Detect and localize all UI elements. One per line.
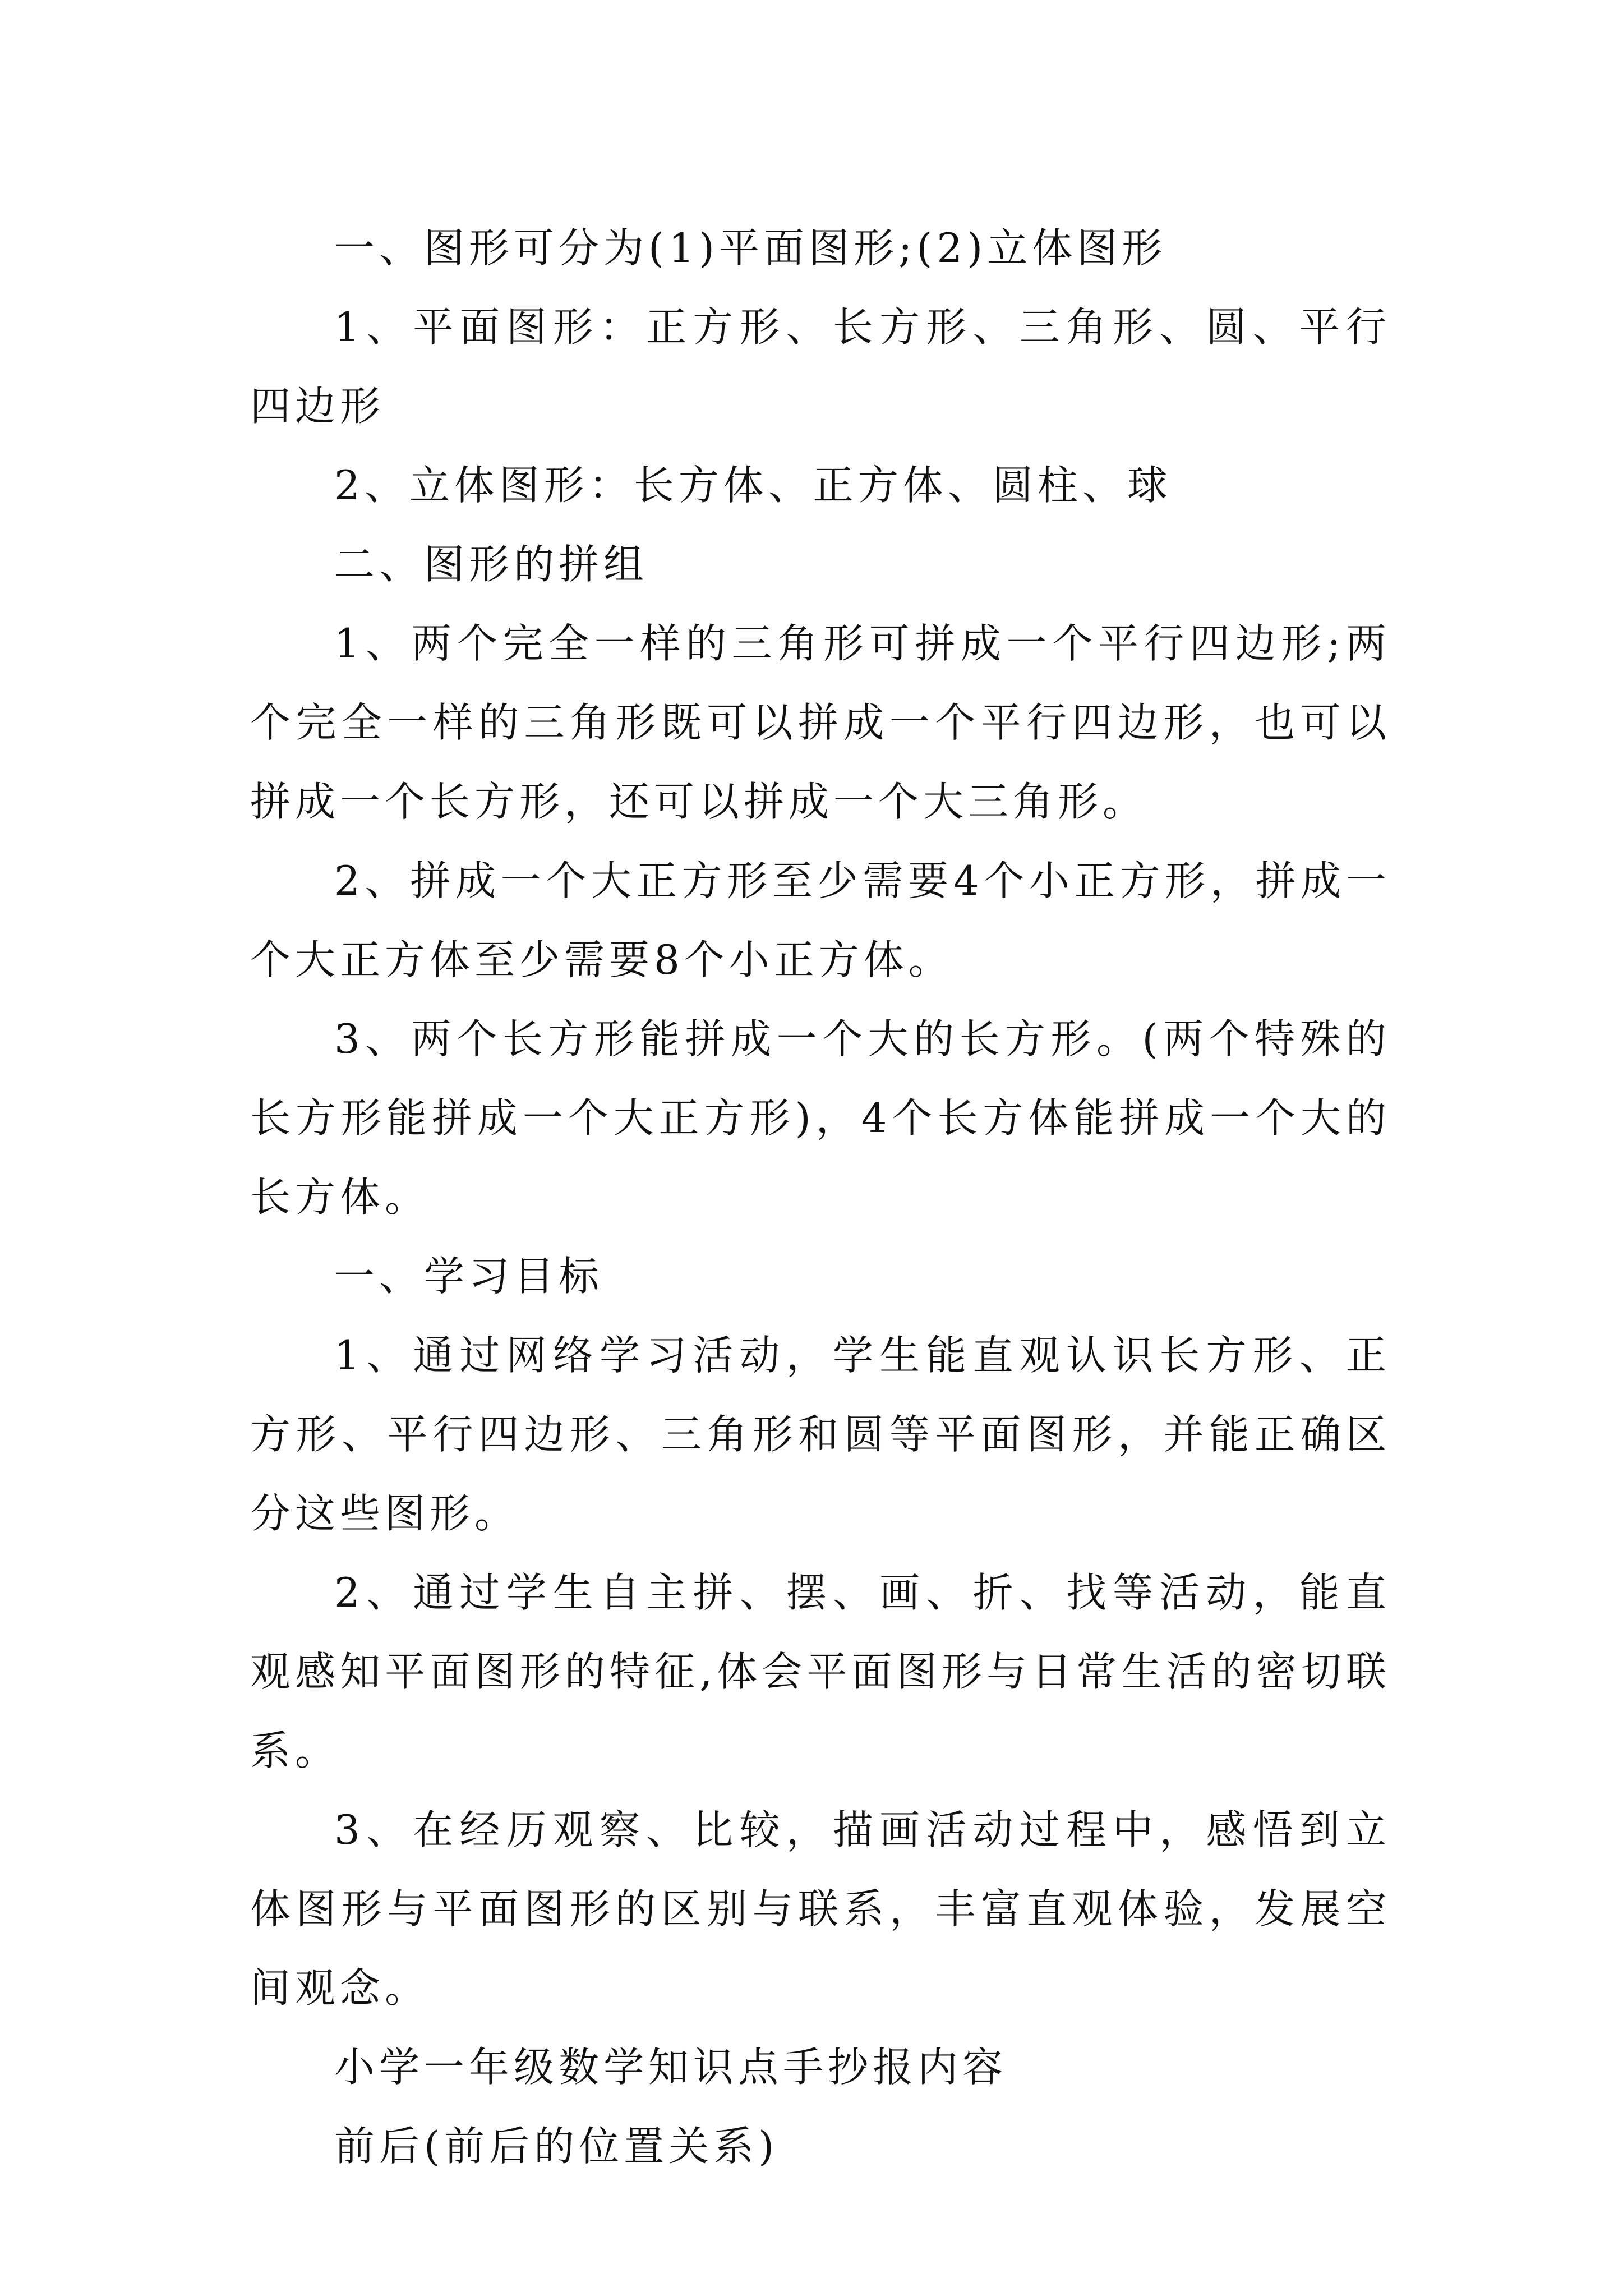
combination-item-triangles: 1、两个完全一样的三角形可拼成一个平行四边形;两个完全一样的三角形既可以拼成一个平行四边形，也可以拼成一个长方形，还可以拼成一个大三角形。 [250,620,1391,825]
combination-item-squares: 2、拼成一个大正方形至少需要4个小正方形，拼成一个大正方体至少需要8个小正方体。 [250,857,1391,983]
plane-shapes-item: 1、平面图形：正方形、长方形、三角形、圆、平行四边形 [250,303,1391,430]
topic-front-back-position: 前后(前后的位置关系) [334,2123,779,2170]
document-body [250,209,1391,2186]
section-heading-shape-combination: 二、图形的拼组 [334,541,649,588]
section-heading-learning-goals: 一、学习目标 [334,1253,604,1300]
learning-goal-item-1: 1、通过网络学习活动，学生能直观认识长方形、正方形、平行四边形、三角形和圆等平面图形，并能正确区分这些图形。 [250,1332,1391,1537]
subtitle-handout-content: 小学一年级数学知识点手抄报内容 [334,2044,1008,2091]
combination-item-rectangles: 3、两个长方形能拼成一个大的长方形。(两个特殊的长方形能拼成一个大正方形)，4个长方体能拼成一个大的长方体。 [250,1015,1391,1221]
learning-goal-item-2: 2、通过学生自主拼、摆、画、折、找等活动，能直观感知平面图形的特征,体会平面图形与日常生活的密切联系。 [250,1569,1391,1774]
solid-shapes-item: 2、立体图形：长方体、正方体、圆柱、球 [334,462,1172,509]
section-heading-shape-types: 一、图形可分为(1)平面图形;(2)立体图形 [334,224,1167,272]
learning-goal-item-3: 3、在经历观察、比较，描画活动过程中，感悟到立体图形与平面图形的区别与联系，丰富直观体验，发展空间观念。 [250,1806,1391,2012]
